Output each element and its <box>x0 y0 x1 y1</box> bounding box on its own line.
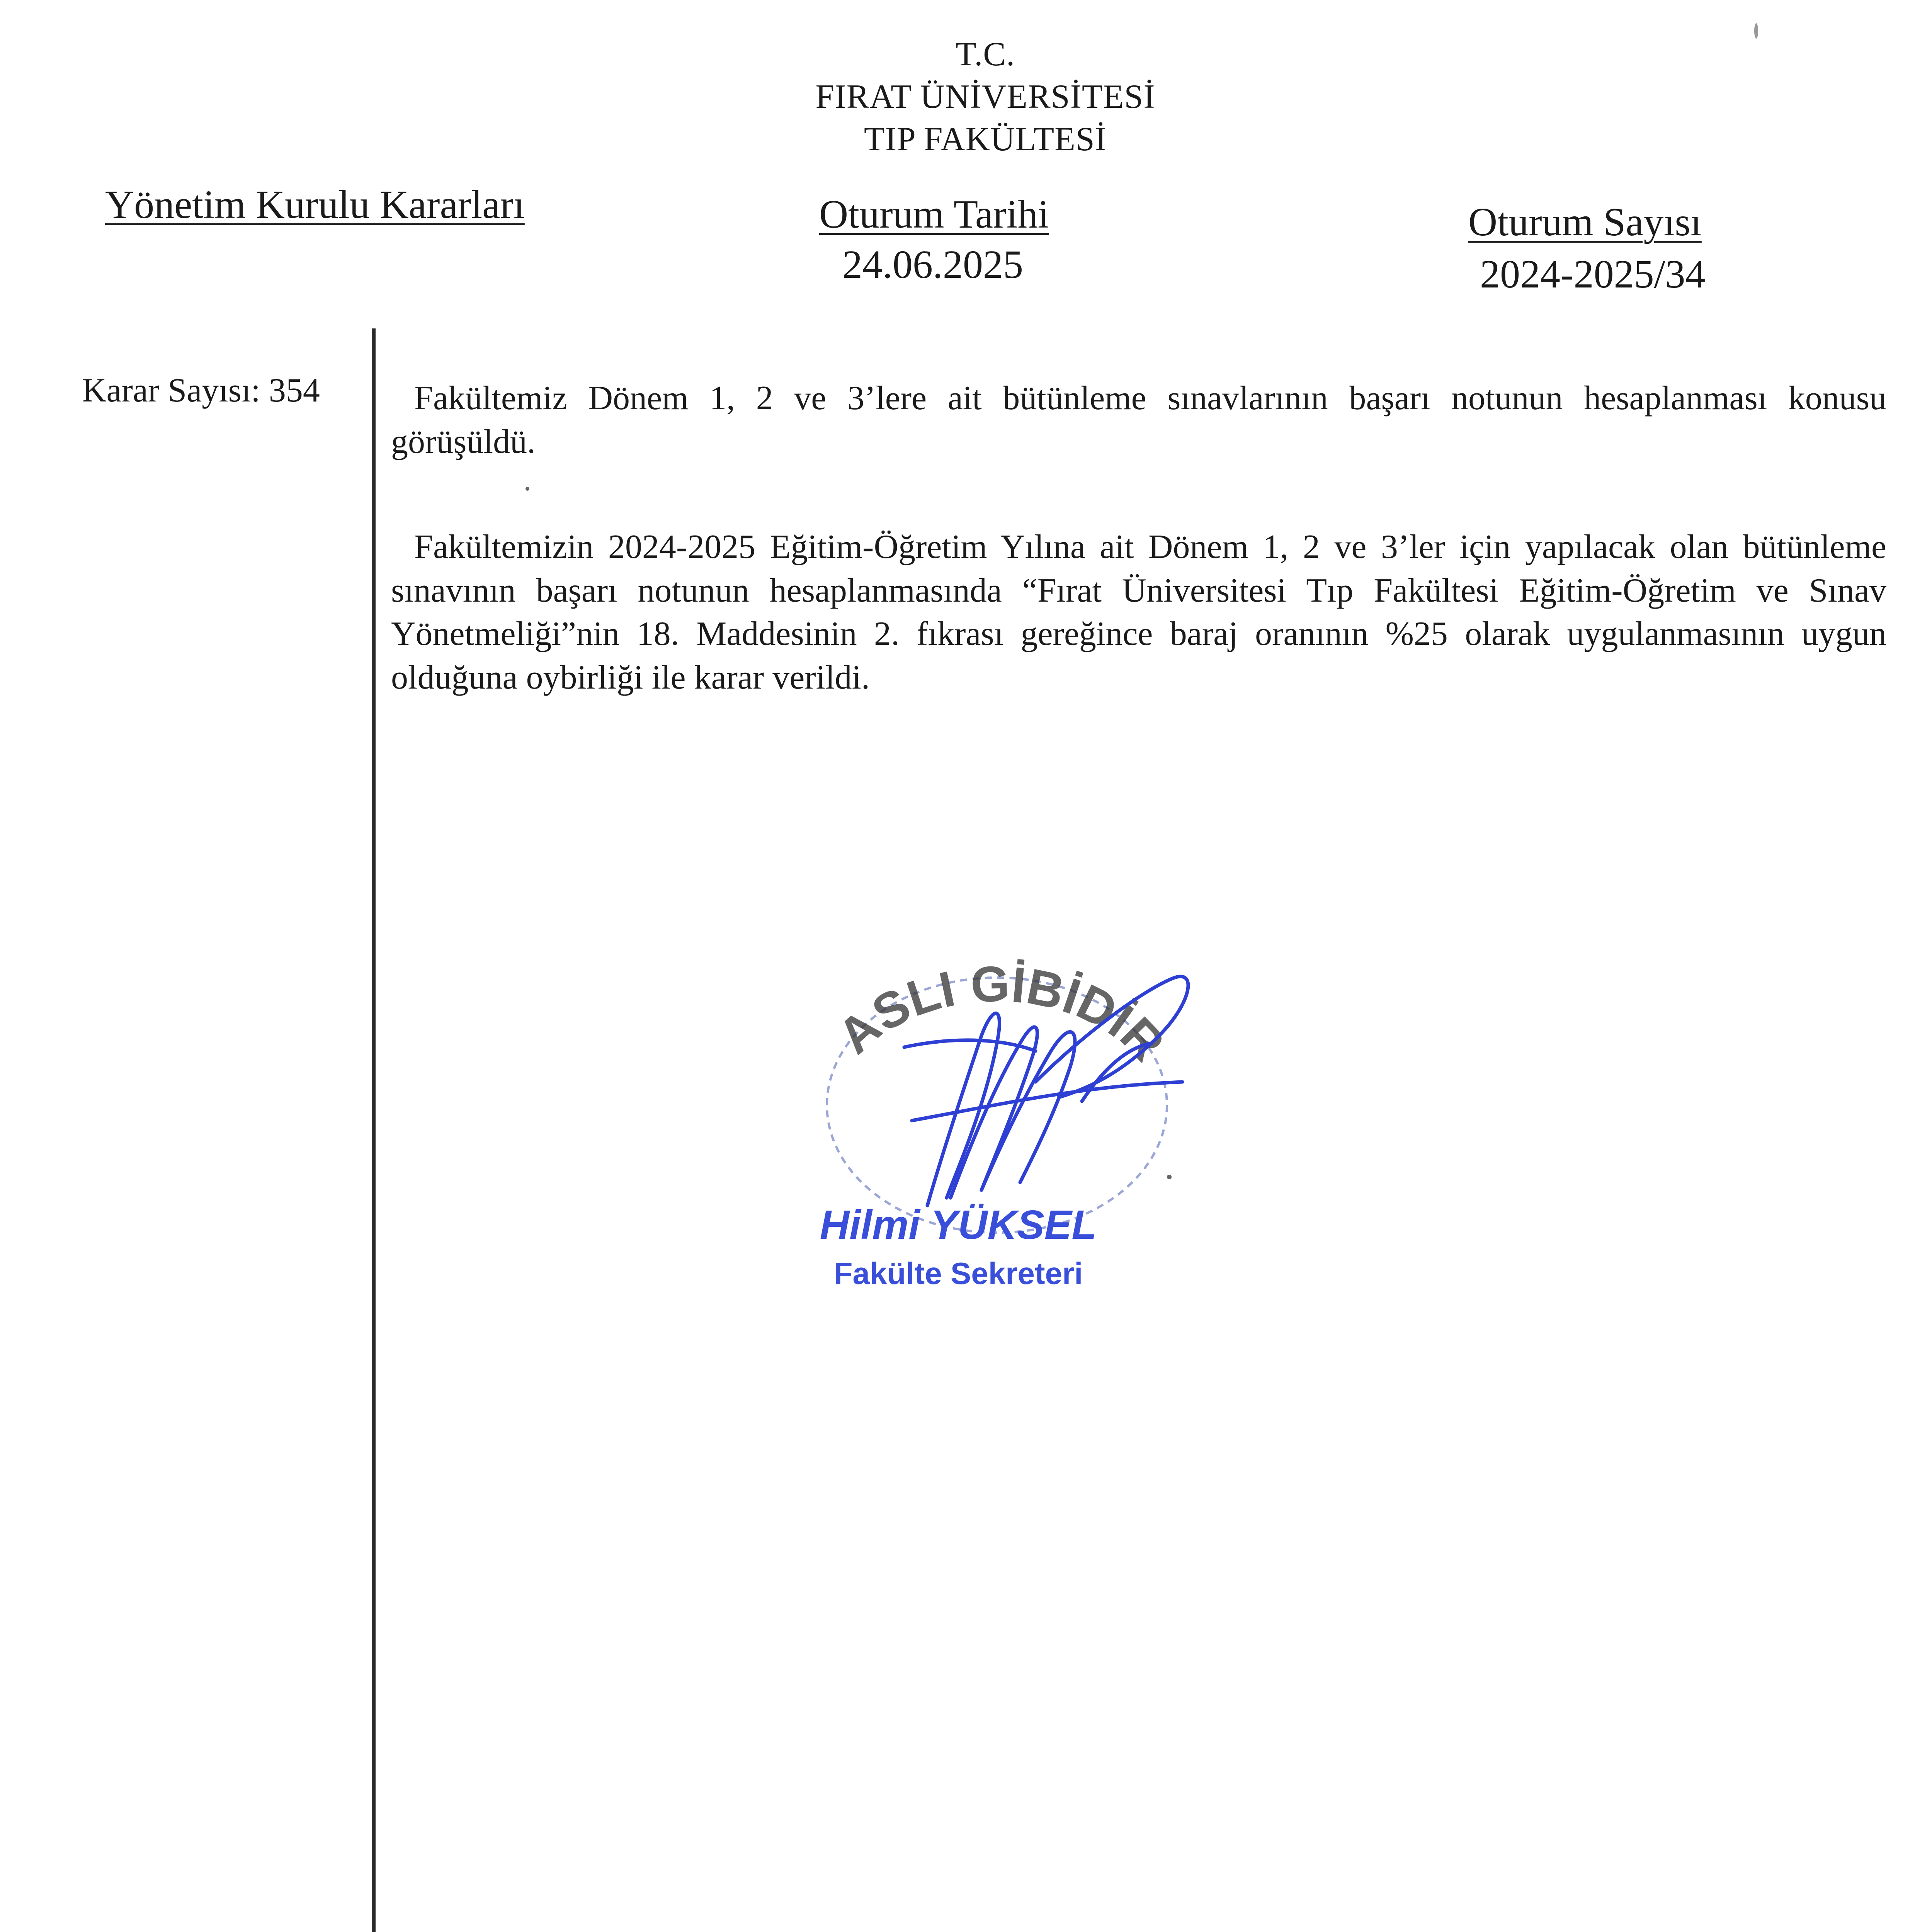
scan-speck <box>1754 23 1758 39</box>
session-number-value: 2024-2025/34 <box>1480 252 1706 296</box>
decision-paragraph-2-text: Fakültemizin 2024-2025 Eğitim-Öğretim Yılına ait Dönem 1, 2 ve 3’ler için yapılacak olan bütünleme sınavının başarı notunun hesaplanmasında “Fırat Üniversitesi Tıp Fakültesi Eğitim-Öğretim ve Sınav Yönetmeliği”nin 18. Maddesinin 2. fıkrası gereğince baraj oranının %25 olarak uygulanmasının uygun olduğuna oybirliği ile karar verildi. <box>391 528 1886 696</box>
signatory-name: Hilmi YÜKSEL <box>820 1202 1097 1248</box>
session-number-label: Oturum Sayısı <box>1468 200 1702 244</box>
header-tc: T.C. <box>956 36 1015 73</box>
header-faculty: TIP FAKÜLTESİ <box>864 121 1107 158</box>
decision-paragraph-2 <box>391 526 1886 700</box>
signatory-title: Fakülte Sekreteri <box>833 1256 1083 1291</box>
header-university: FIRAT ÜNİVERSİTESİ <box>815 78 1155 116</box>
session-date-value: 24.06.2025 <box>842 242 1023 287</box>
scan-speck <box>1167 1175 1172 1179</box>
decision-paragraph-1-text: Fakültemiz Dönem 1, 2 ve 3’lere ait bütünleme sınavlarının başarı notunun hesaplanması konusu görüşüldü. <box>391 379 1886 461</box>
scan-speck <box>526 487 529 491</box>
decision-paragraph-1 <box>391 377 1886 464</box>
decision-number: Karar Sayısı: 354 <box>82 372 320 409</box>
margin-rule <box>372 328 376 1932</box>
session-date-label: Oturum Tarihi <box>819 192 1049 236</box>
board-decisions-label: Yönetim Kurulu Kararları <box>105 182 525 227</box>
stamp-text: ASLI GİBİDİR <box>827 955 1176 1072</box>
